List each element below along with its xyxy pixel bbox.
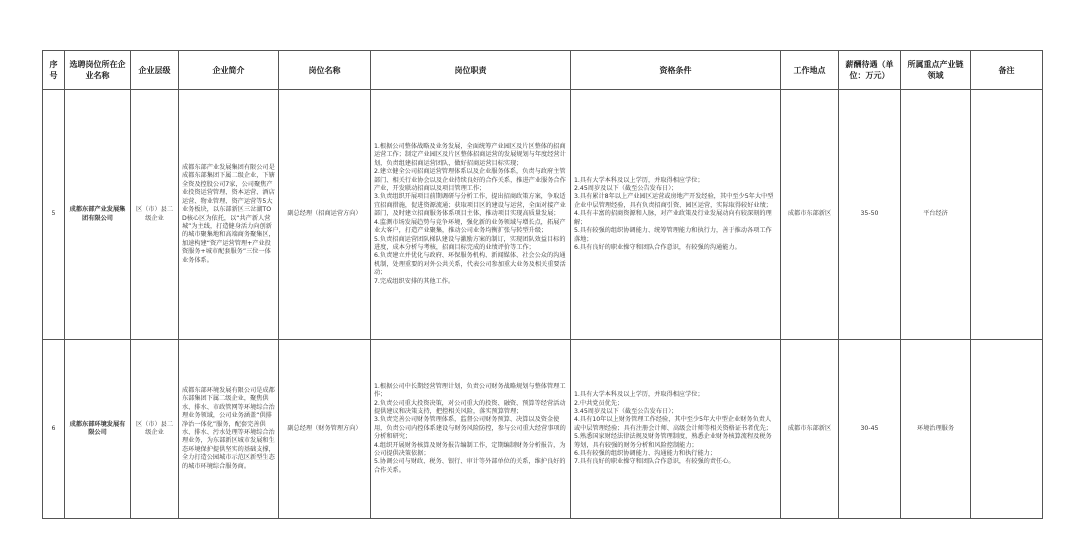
row-seq: 6: [43, 340, 65, 519]
header-salary: 薪酬待遇（单位：万元）: [839, 51, 901, 90]
row-intro: 成都东部环境发展有限公司是成都东部集团下属二级企业，聚焦供水、排水、市政管网等环境综合治理业务领域，公司业务涵盖“供排净治一体化”服务，配套完善供水、排水、污水处理等环境综合治理业务，为东部新区城市发展和生态环境保护提供坚实的基础支撑，全力打造公园城市示范区新型生态的城市环境综合服务商。: [179, 340, 279, 519]
row-salary: 30-45: [839, 340, 901, 519]
row-intro: 成都东部产业发展集团有限公司是成都东部集团下属二级企业，下辖全资及控股公司7家，公司聚焦产业投资运营管理、资本运营、酒店运营、物业管理、资产运营等5大业务板块，以东部新区三岔湖TOD核心区为依托，以“共产新人营城”为主线，打造健身活力向创新的城市聚集地和高端商务聚集区，加速构建“资产运营管理+产业投资服务+城市配套服务”三位一体业务体系。: [179, 90, 279, 340]
row-company: 成都东部产业发展集团有限公司: [65, 90, 131, 340]
row-qualifications: 1.具有大学本科及以上学历，并取得相应学位； 2.中共党员优先； 3.45周岁及以下（截至公告发布日）； 4.具有10年以上财务管理工作经验，其中至少5年大中型企业财务负责人或中层管理经验；具有注册会计师、高级会计师等相关资格证书者优先； 5.熟悉国家财经法律法规及财务管理制度，熟悉企业财务核算流程及税务筹划，具有较强的财务分析和风险控制能力； 6.具有较强的组织协调能力、沟通能力和执行能力； 7.具有良好的职业操守和团队合作意识，有较强的责任心。: [571, 340, 781, 519]
header-level: 企业层级: [131, 51, 179, 90]
row-remark: [971, 340, 1043, 519]
recruitment-table: [42, 50, 1043, 519]
header-row: [43, 51, 1043, 90]
row-duties: 1.根据公司整体战略及业务发展，全面统筹产业园区及片区整体的招商运营工作；制定产业园区及片区整体招商运营的发展规划与年度经营计划，负责组建招商运营团队，做好招商运营目标实现； 2.建立健全公司招商运营管理体系以及企业服务体系，负责与政府主管部门、相关行业协会以及企业持续良好的合作关系，推进产业服务合作产业，开发联动招商以及项目管理工作； 3.负责组织开展项目前期调研与分析工作，提出招商政策方案，争取适宜招商措施，促进资源流通；获取项目区的建设与运营，全面对接产业部门，及时建立招商服务体系项目主体，推动项目实现高质量发展； 4.监测市场发展趋势与竞争环境，强化新的业务领域与增长点，拓展产业大客户，打造产业聚集，推动公司业务均衡扩张与转型升级； 5.负责招商运营团队梯队建设与激励方案的制订，实现团队效益目标的进度，成本分析与考核，招商目标完成的业绩评价等工作； 6.负责建立并优化与政府、环保服务机构、新闻媒体、社会公众的沟通机制，处理重要的对外公共关系，代表公司参加重大业务及相关重要活动； 7.完成组织安排的其他工作。: [371, 90, 571, 340]
row-salary: 35-50: [839, 90, 901, 340]
row-industry: 环境治理服务: [901, 340, 971, 519]
header-industry: 所属重点产业链领域: [901, 51, 971, 90]
table-row: [43, 340, 1043, 519]
header-company: 选聘岗位所在企业名称: [65, 51, 131, 90]
table-row: [43, 90, 1043, 340]
row-level: 区（市）县二级企业: [131, 340, 179, 519]
header-duties: 岗位职责: [371, 51, 571, 90]
row-qualifications: 1.具有大学本科及以上学历，并取得相应学位； 2.45周岁及以下（截至公告发布日）； 3.具有累计8年以上产业园区运营或房地产开发经验，其中至少5年大中型企业中层管理经验，具有负责招商引资、园区运营，实际取得较好业绩； 4.具有丰富的招商资源和人脉，对产业政策及行业发展动向有较深刻的理解； 5.具有较强的组织协调能力、统筹管理能力和执行力，善于推动各项工作落地； 6.具有良好的职业操守和团队合作意识，有较强的沟通能力。: [571, 90, 781, 340]
row-remark: [971, 90, 1043, 340]
row-level: 区（市）县二级企业: [131, 90, 179, 340]
header-remark: 备注: [971, 51, 1043, 90]
row-position: 副总经理（财务管理方向）: [279, 340, 371, 519]
row-industry: 平台经济: [901, 90, 971, 340]
row-position: 副总经理（招商运营方向）: [279, 90, 371, 340]
header-intro: 企业简介: [179, 51, 279, 90]
row-seq: 5: [43, 90, 65, 340]
header-location: 工作地点: [781, 51, 839, 90]
row-location: 成都市东部新区: [781, 340, 839, 519]
header-seq: 序号: [43, 51, 65, 90]
header-position: 岗位名称: [279, 51, 371, 90]
row-duties: 1.根据公司中长期经营管理计划，负责公司财务战略规划与整体管理工作； 2.负责公司重大投资决策，对公司重大的投资、融资、预算等经营活动提供建议和决策支持，把控相关风险，落实预算管理； 3.负责完善公司财务管理体系，监督公司财务预算、决算以及资金使用，负责公司内控体系建设与财务风险防控，参与公司重大经营事项的分析和研究； 4.组织开展财务核算及财务报告编制工作，定期编制财务分析报告，为公司提供决策依据； 5.协调公司与财政、税务、银行、审计等外部单位的关系，维护良好的合作关系。: [371, 340, 571, 519]
row-location: 成都市东部新区: [781, 90, 839, 340]
header-qualifications: 资格条件: [571, 51, 781, 90]
row-company: 成都东部环境发展有限公司: [65, 340, 131, 519]
